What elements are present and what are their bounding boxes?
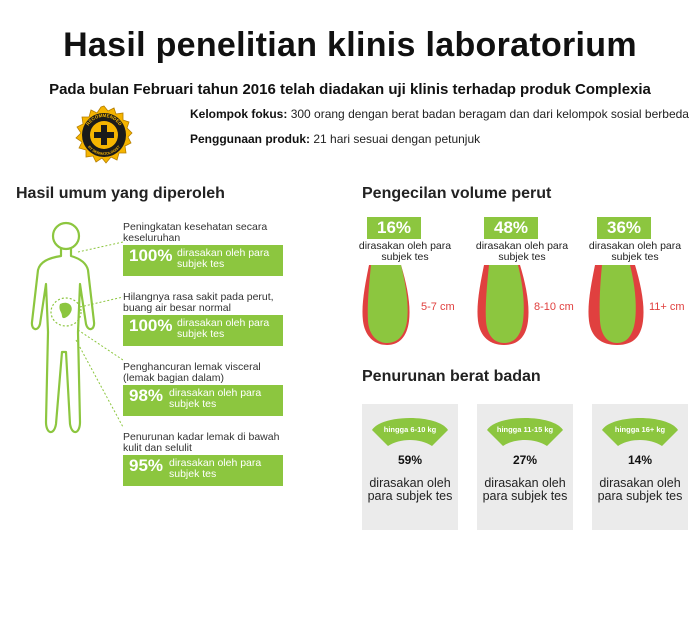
belly-pct: 16%	[367, 217, 421, 239]
focus-group-row	[190, 106, 690, 122]
general-result-1	[123, 222, 283, 276]
page-title: Hasil penelitian klinis laboratorium	[63, 26, 637, 64]
usage-label: Penggunaan produk:	[190, 132, 310, 146]
result-bar	[123, 245, 283, 276]
belly-label: dirasakan oleh para subjek tes	[588, 240, 682, 263]
result-pct: 100%	[129, 316, 173, 335]
result-desc: Hilangnya rasa sakit pada perut, buang air besar normal	[123, 291, 274, 314]
weight-label: dirasakan oleh para subjek tes	[597, 476, 683, 503]
belly-label: dirasakan oleh para subjek tes	[358, 240, 452, 263]
belly-item-3	[585, 217, 700, 347]
belly-cm: 11+ cm	[649, 301, 685, 313]
weight-loss-title: Penurunan berat badan	[362, 368, 541, 385]
result-desc: Penurunan kadar lemak di bawah kulit dan selulit	[123, 431, 280, 454]
belly-item-1	[355, 217, 475, 347]
seal-text-top: RECOMMENDED	[85, 112, 123, 127]
seal-text-bottom: BY DERMATOLOGIST	[87, 144, 121, 157]
belly-cm: 5-7 cm	[421, 301, 455, 313]
weight-pct: 59%	[397, 453, 423, 467]
page-subtitle: Pada bulan Februari tahun 2016 telah diadakan uji klinis terhadap produk Complexia	[49, 81, 651, 98]
result-desc: Penghancuran lemak visceral (lemak bagian dalam)	[123, 361, 261, 384]
belly-icon	[355, 265, 415, 347]
usage-row	[190, 131, 690, 147]
belly-pct: 36%	[597, 217, 651, 239]
study-info	[190, 106, 690, 156]
belly-icon	[585, 265, 645, 347]
scale-icon	[477, 410, 573, 450]
general-result-4	[123, 432, 283, 486]
general-result-3	[123, 362, 283, 416]
general-results-title: Hasil umum yang diperoleh	[16, 185, 225, 202]
recommended-seal-icon	[74, 105, 134, 165]
result-label: dirasakan oleh para subjek tes	[169, 387, 262, 410]
weight-pct: 14%	[627, 453, 653, 467]
scale-icon	[592, 410, 688, 450]
result-label: dirasakan oleh para subjek tes	[169, 457, 262, 480]
result-bar	[123, 385, 283, 416]
weight-card-1	[362, 404, 458, 530]
result-label: dirasakan oleh para subjek tes	[177, 317, 270, 340]
weight-pct: 27%	[512, 453, 538, 467]
result-desc: Peningkatan kesehatan secara keseluruhan	[123, 221, 268, 244]
weight-card-3	[592, 404, 688, 530]
result-bar	[123, 455, 283, 486]
result-bar	[123, 315, 283, 346]
weight-range: hingga 6-10 kg	[383, 425, 437, 434]
result-pct: 98%	[129, 386, 164, 405]
weight-range: hingga 16+ kg	[614, 425, 666, 434]
belly-volume-title: Pengecilan volume perut	[362, 185, 552, 202]
scale-icon	[362, 410, 458, 450]
belly-icon	[472, 265, 532, 347]
belly-pct: 48%	[484, 217, 538, 239]
focus-group-value: 300 orang dengan berat badan beragam dan dari kelompok sosial berbeda	[290, 107, 689, 121]
weight-card-2	[477, 404, 573, 530]
usage-value: 21 hari sesuai dengan petunjuk	[313, 132, 481, 146]
result-label: dirasakan oleh para subjek tes	[177, 247, 270, 270]
belly-label: dirasakan oleh para subjek tes	[475, 240, 569, 263]
weight-label: dirasakan oleh para subjek tes	[482, 476, 568, 503]
result-pct: 100%	[129, 246, 173, 265]
focus-group-label: Kelompok fokus:	[190, 107, 288, 121]
weight-label: dirasakan oleh para subjek tes	[367, 476, 453, 503]
weight-range: hingga 11-15 kg	[496, 425, 554, 434]
human-body-icon	[18, 212, 123, 482]
belly-item-2	[472, 217, 592, 347]
result-pct: 95%	[129, 456, 164, 475]
general-result-2	[123, 292, 283, 346]
belly-cm: 8-10 cm	[534, 301, 574, 313]
